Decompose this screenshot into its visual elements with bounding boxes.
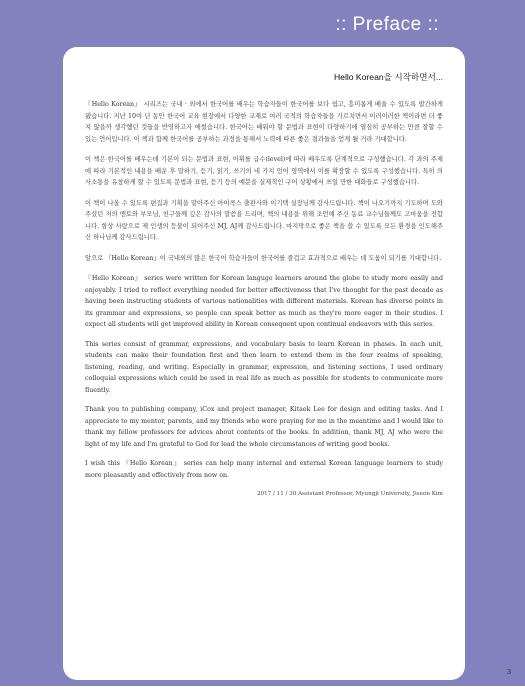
card-heading: Hello Korean을 시작하면서... [333,72,443,82]
english-paragraph: 『Hello Korean』 series were written for Korean languge learners around the globe to study more easily and enjoyably. I tried to reflect everything needed for better effectiveness that I've thought for the past decade as having been instructing students of various nationalities with different materials. Korean has diverse points in its grammar and expressions, so people can speak better as much as they're more eager in their studies. I expect all students will get improved ability in Korean consequent upon continual endeavors with this series. [85,275,443,328]
korean-paragraph: 이 책은 한국어를 배우는데 기본이 되는 문법과 표현, 어휘를 급수(level)에 따라 배우도록 단계적으로 구성했습니다. 각 과의 주제에 따라 기본적인 내용을 배운 후 말하기, 듣기, 읽기, 쓰기의 네 가지 언어 영역에서 이를 확장할 수 있도록 구성했습니다. 특히 의사소통을 유창하게 할 수 있도록 문법과 표현, 듣기 등의 예문을 실제적인 구어 상황에서 쓰일 만한 대화들로 구성했습니다. [85,156,443,186]
preface-card [63,47,465,680]
signature-line: 2017 / 11 / 30 Assistant Professor, Myungji University, Jiseon Kim [256,491,443,497]
english-paragraph: I wish this 『Hello Korean』 series can help many internal and external Korean language learners to study more pleasantly and effectively from now on. [85,460,443,479]
english-paragraph: This series consist of grammar, expressions, and vocabulary basis to learn Korean in phases. In each unit, students can make their foundation first and then learn to extend them in the four realms of speaking, listening, reading, and writing. Especially in grammar, expression, and listening sections, I used ordinary colloquial expressions which could be used in real life as much as possible for students to communicate more fluently. [85,340,443,394]
preface-body [85,99,443,501]
page-number: 3 [507,669,511,676]
korean-paragraph: 『Hello Korean』 시리즈는 국내 · 외에서 한국어를 배우는 학습자들이 한국어를 보다 쉽고, 흥미롭게 배울 수 있도록 발간하게 됐습니다. 지난 10여 년 동안 한국어 교육 현장에서 다양한 교재로 여러 국적의 학습자들을 가르치면서 이러이러한 책이라면 더 좋지 않을까 생각했던 것들을 반영하고자 애썼습니다. 한국어는 배워야 할 문법과 표현이 다양하기에 열심히 공부하는 만큼 잘할 수 있는 언어입니다. 이 책과 함께 한국어를 공부하는 과정을 통해서 노력에 따른 좋은 결과들을 얻게 될 거라 기대합니다. [85,101,443,143]
korean-paragraph: 이 책이 나올 수 있도록 편집과 기획을 맡아주신 아이콕스 출판사와 이기택 실장님께 감사드립니다. 책이 나오기까지 기도하며 도와주셨던 저의 멘토와 부모님, 친구들께 깊은 감사의 말씀을 드리며, 책의 내용을 위해 조언해 주신 동료 교수님들께도 고마움을 전합니다. 항상 사랑으로 제 인생의 등불이 되어주신 MJ, AJ께 감사드립니다. 마지막으로 좋은 책을 쓸 수 있도록 모든 환경을 인도해주신 하나님께 감사드립니다. [85,199,443,241]
korean-paragraph: 앞으로 『Hello Korean』이 국내외의 많은 한국어 학습자들이 한국어를 즐겁고 효과적으로 배우는 데 도움이 되기를 기대합니다. [85,254,442,262]
page-title: :: Preface :: [335,14,439,35]
english-paragraph: Thank you to publishing company, iCox and project manager, Kitaek Lee for design and editing tasks. And I appreciate to my mentor, parents, and my friends who were praying for me in the meantime and I would like to thank my fellow professors for advices about contents of the books. In addition, thank MJ, AJ who were the light of my life and I'm grateful to God for lead the whole circumstances of writing good books. [85,406,443,448]
